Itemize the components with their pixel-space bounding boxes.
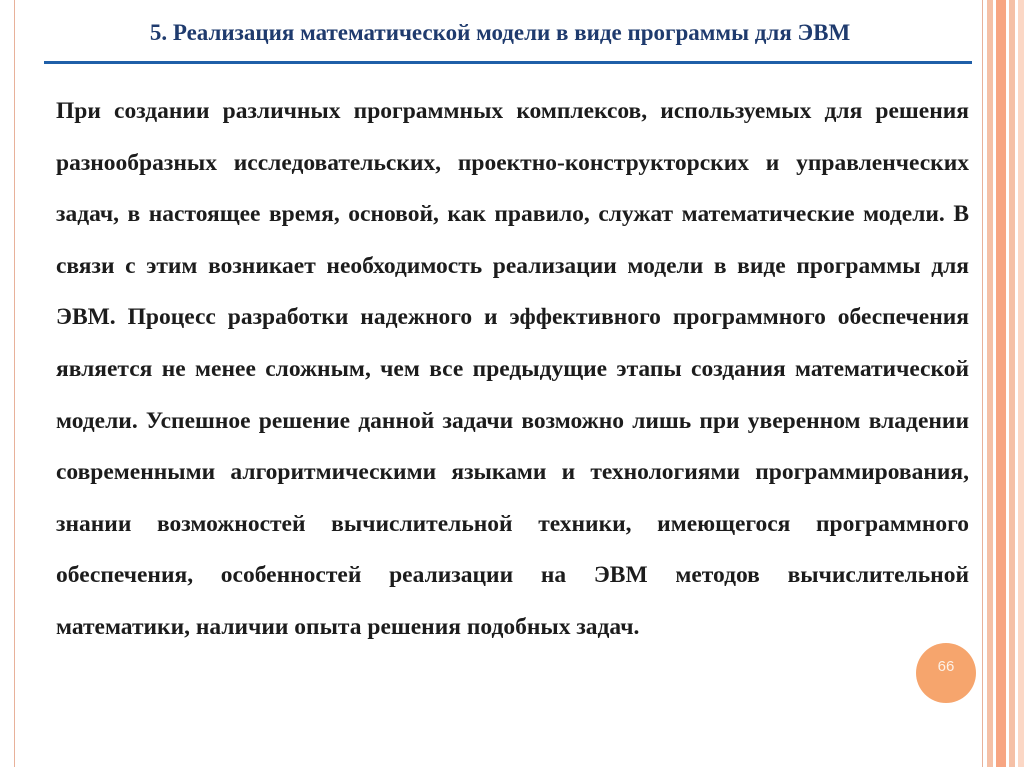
page-number-badge [916, 643, 976, 703]
slide-title: 5. Реализация математической модели в виде программы для ЭВМ [149, 20, 851, 45]
page-number: 66 [937, 658, 955, 675]
body-paragraph: При создании различных программных комплексов, используемых для решения разнообразных исследовательских, проектно-конструкторских и управленческих задач, в настоящее время, основой, как правило, служат математические модели. В связи с этим возникает необходимость реализации модели в виде программы для ЭВМ. Процесс разработки надежного и эффективного программного обеспечения является не менее сложным, чем все предыдущие этапы создания математической модели. Успешное решение данной задачи возможно лишь при уверенном владении современными алгоритмическими языками и технологиями программирования, знании возможностей вычислительной техники, имеющегося программного обеспечения, особенностей реализации на ЭВМ методов вычислительной математики, наличии опыта решения подобных задач. [56, 98, 969, 640]
title-underline [44, 61, 972, 64]
decorative-stripes [984, 0, 1024, 767]
